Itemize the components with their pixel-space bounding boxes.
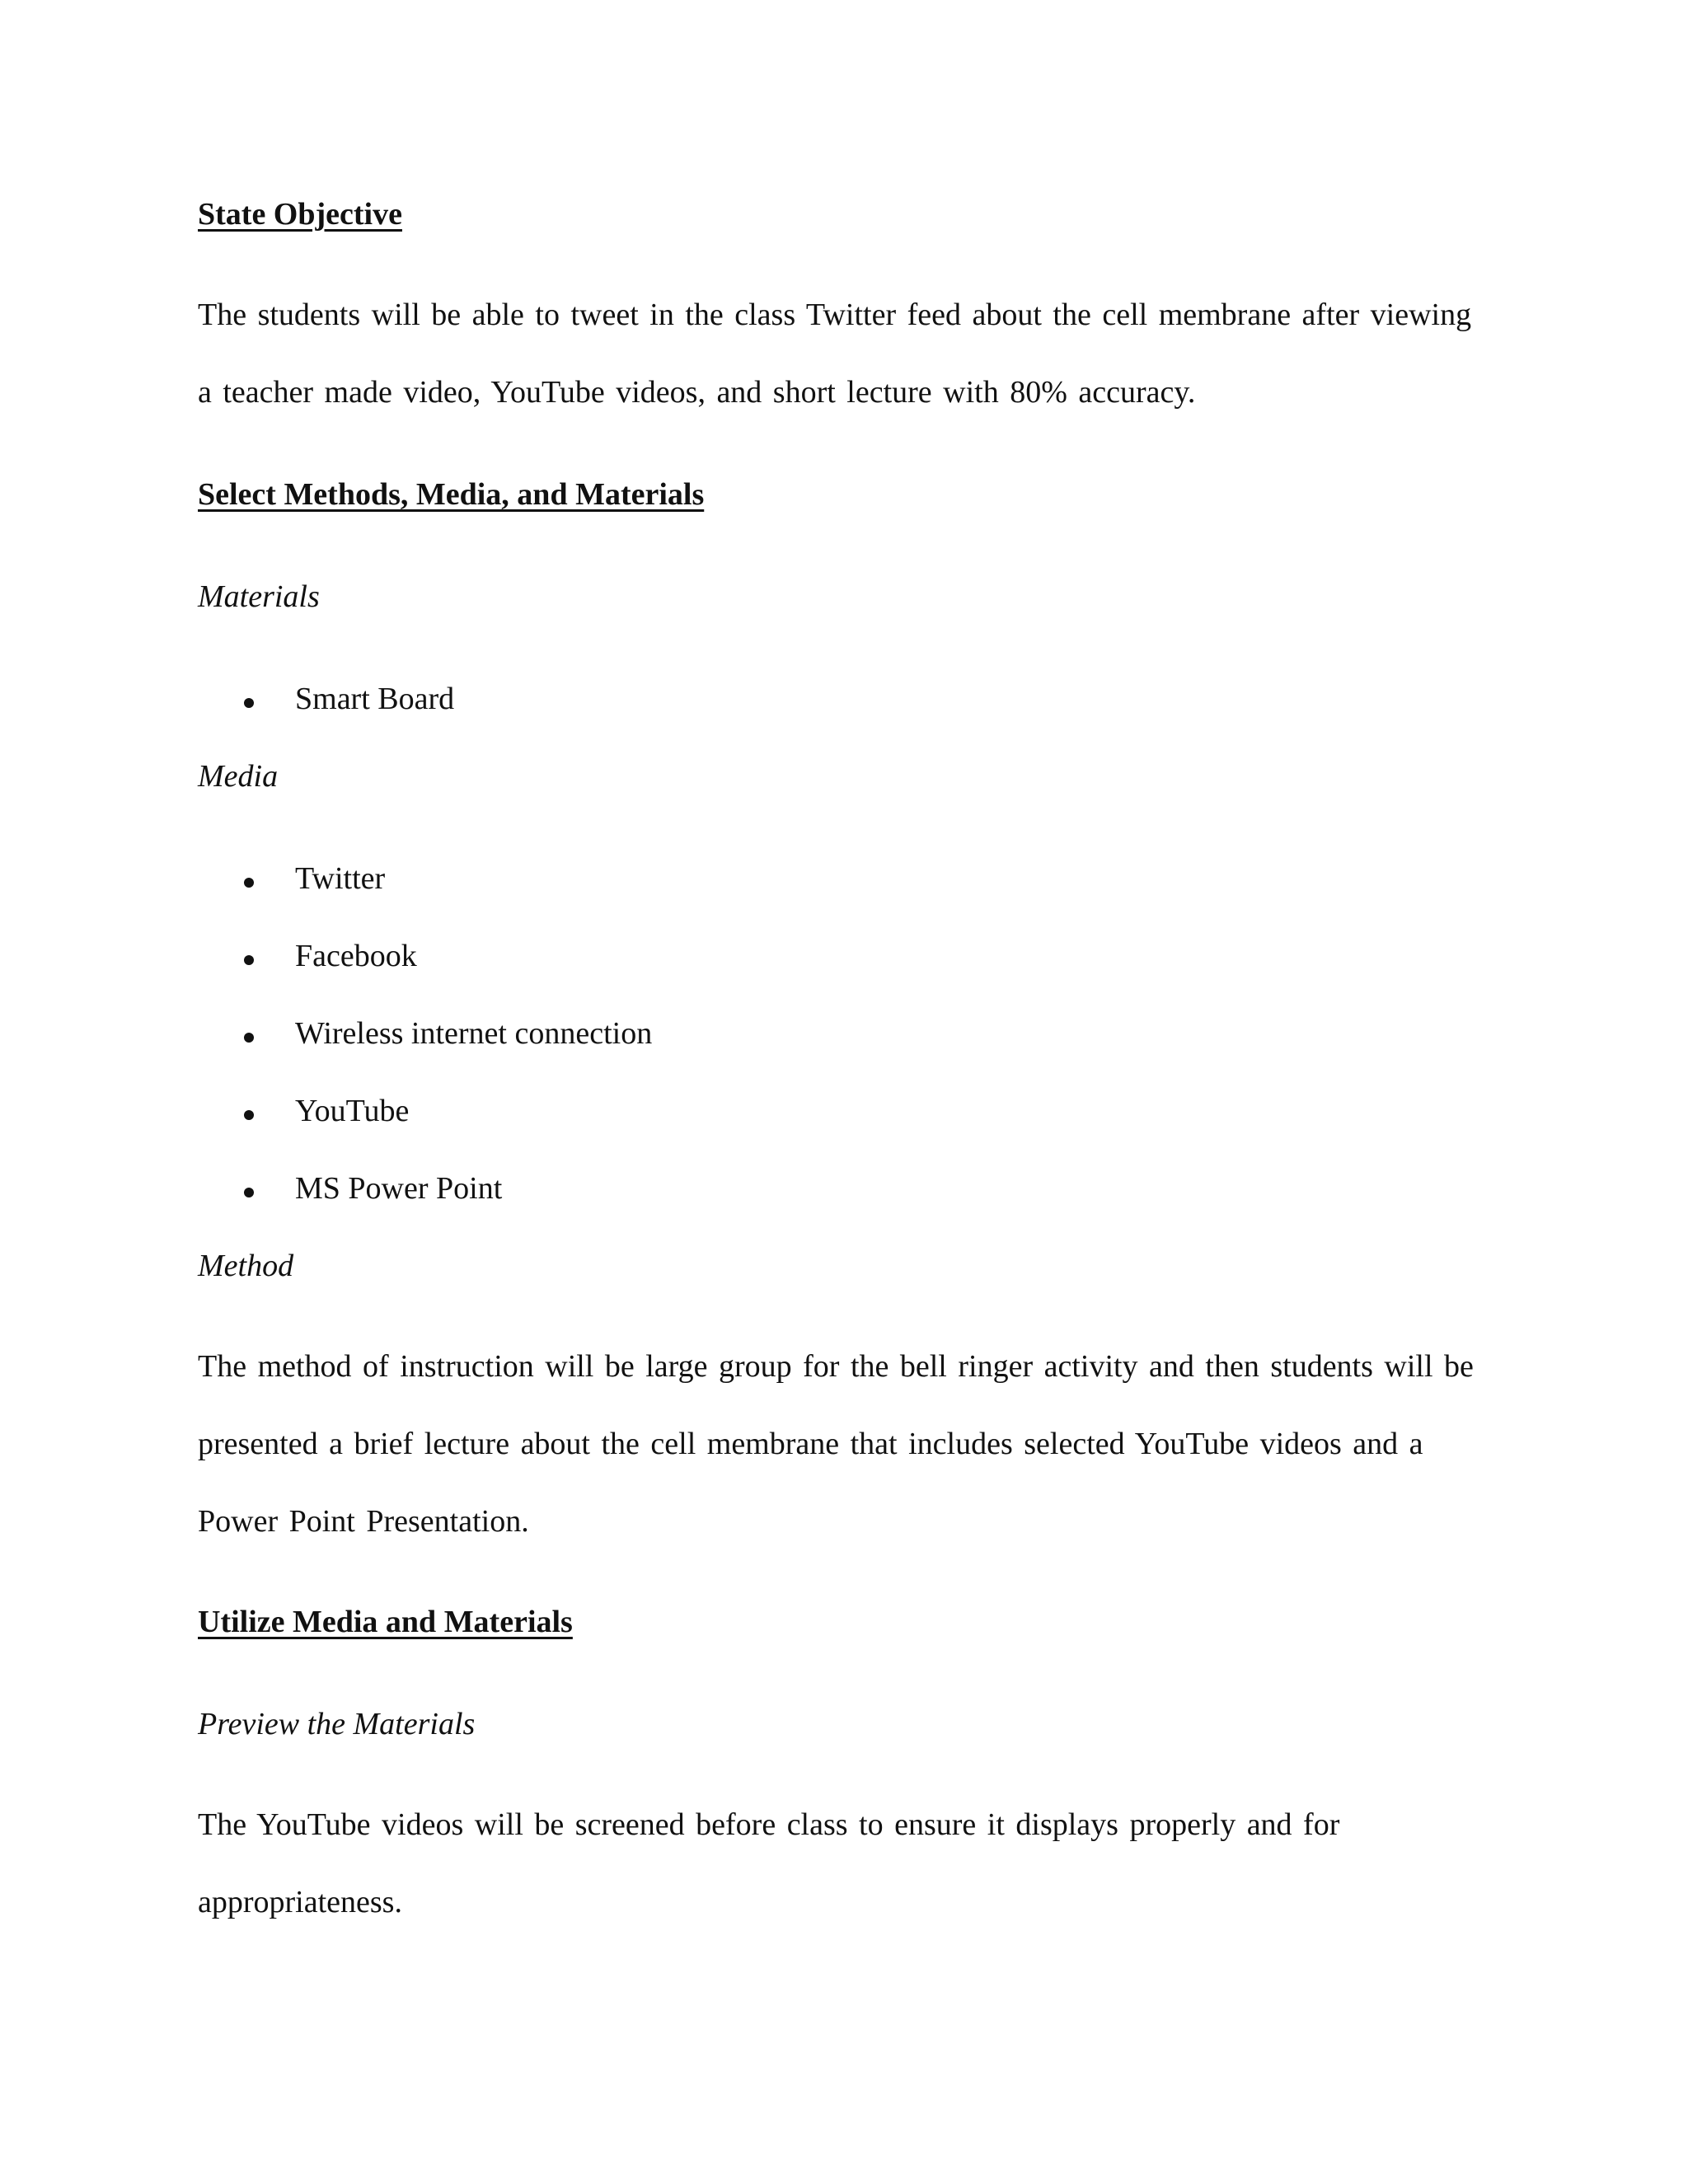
subheading-method: Method <box>198 1249 294 1283</box>
preview-line-1: The YouTube videos will be screened before class to ensure it displays properly and for <box>198 1807 1340 1842</box>
method-line-3: Power Point Presentation. <box>198 1504 529 1539</box>
heading-state-objective: State Objective <box>198 197 402 232</box>
method-line-2: presented a brief lecture about the cell membrane that includes selected YouTube videos and a <box>198 1427 1423 1461</box>
objective-line-2: a teacher made video, YouTube videos, and short lecture with 80% accuracy. <box>198 375 1196 410</box>
heading-select-methods: Select Methods, Media, and Materials <box>198 477 705 512</box>
list-item-label: MS Power Point <box>295 1171 503 1206</box>
method-line-1: The method of instruction will be large group for the bell ringer activity and then students will be <box>198 1349 1474 1384</box>
bullet-icon <box>244 955 254 965</box>
bullet-icon <box>244 878 254 888</box>
objective-line-1: The students will be able to tweet in the class Twitter feed about the cell membrane after viewing <box>198 298 1472 332</box>
subheading-materials: Materials <box>198 579 320 614</box>
bullet-icon <box>244 698 254 708</box>
list-item-label: Facebook <box>295 939 417 973</box>
list-item-label: Smart Board <box>295 682 455 716</box>
bullet-icon <box>244 1033 254 1043</box>
list-item-label: YouTube <box>295 1094 410 1128</box>
subheading-media: Media <box>198 759 279 794</box>
preview-line-2: appropriateness. <box>198 1885 402 1919</box>
subheading-preview-materials: Preview the Materials <box>198 1707 476 1741</box>
bullet-icon <box>244 1188 254 1197</box>
heading-utilize-media: Utilize Media and Materials <box>198 1605 573 1639</box>
list-item-label: Wireless internet connection <box>295 1016 653 1051</box>
list-item-label: Twitter <box>295 861 386 896</box>
bullet-icon <box>244 1110 254 1120</box>
